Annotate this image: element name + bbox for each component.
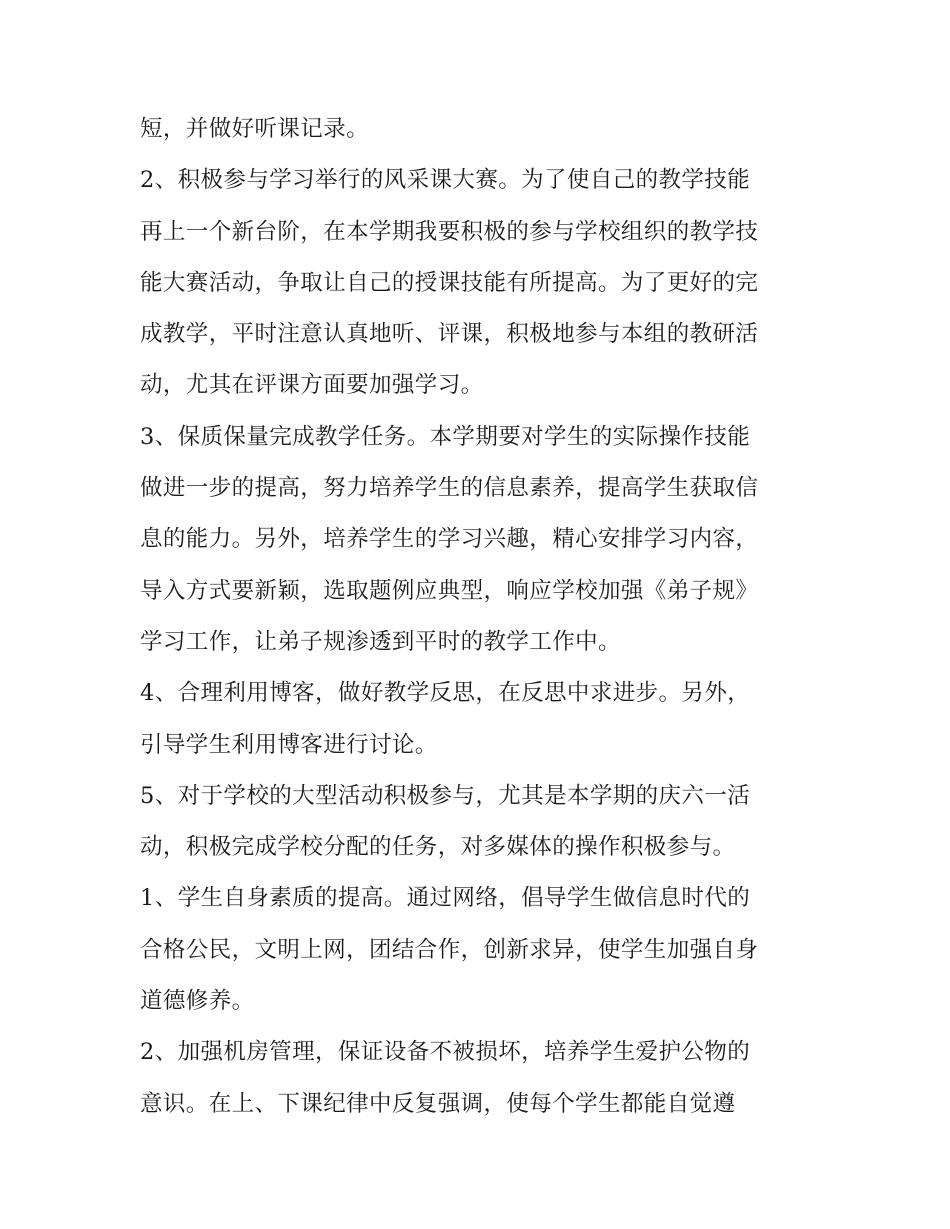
text-line: 1、学生自身素质的提高。通过网络，倡导学生做信息时代的: [140, 885, 751, 912]
text-line: 短，并做好听课记录。: [140, 116, 370, 142]
text-line: 5、对于学校的大型活动积极参与，尤其是本学期的庆六一活: [140, 782, 751, 809]
text-line: 再上一个新台阶，在本学期我要积极的参与学校组织的教学技: [140, 218, 759, 245]
text-line: 意识。在上、下课纪律中反复强调，使每个学生都能自觉遵: [140, 1090, 736, 1117]
text-line: 2、积极参与学习举行的风采课大赛。为了使自己的教学技能: [140, 167, 751, 194]
text-line: 成教学，平时注意认真地听、评课，积极地参与本组的教研活: [140, 321, 759, 348]
text-line: 导入方式要新颖，选取题例应典型，响应学校加强《弟子规》: [140, 577, 759, 604]
text-line: 引导学生利用博客进行讨论。: [140, 731, 438, 758]
text-line: 能大赛活动，争取让自己的授课技能有所提高。为了更好的完: [140, 269, 759, 296]
text-line: 息的能力。另外，培养学生的学习兴趣，精心安排学习内容，: [140, 526, 759, 553]
text-line: 合格公民，文明上网，团结合作，创新求异，使学生加强自身: [140, 936, 759, 963]
text-line: 3、保质保量完成教学任务。本学期要对学生的实际操作技能: [140, 423, 751, 450]
text-line: 动，积极完成学校分配的任务，对多媒体的操作积极参与。: [140, 834, 736, 861]
text-line: 4、合理利用博客，做好教学反思，在反思中求进步。另外，: [140, 680, 751, 707]
text-line: 道德修养。: [140, 988, 255, 1015]
text-line: 做进一步的提高，努力培养学生的信息素养，提高学生获取信: [140, 475, 759, 502]
text-line: 动，尤其在评课方面要加强学习。: [140, 372, 484, 399]
document-body: [140, 104, 820, 1130]
text-line: 2、加强机房管理，保证设备不被损坏，培养学生爱护公物的: [140, 1039, 751, 1066]
text-line: 学习工作，让弟子规渗透到平时的教学工作中。: [140, 628, 621, 655]
